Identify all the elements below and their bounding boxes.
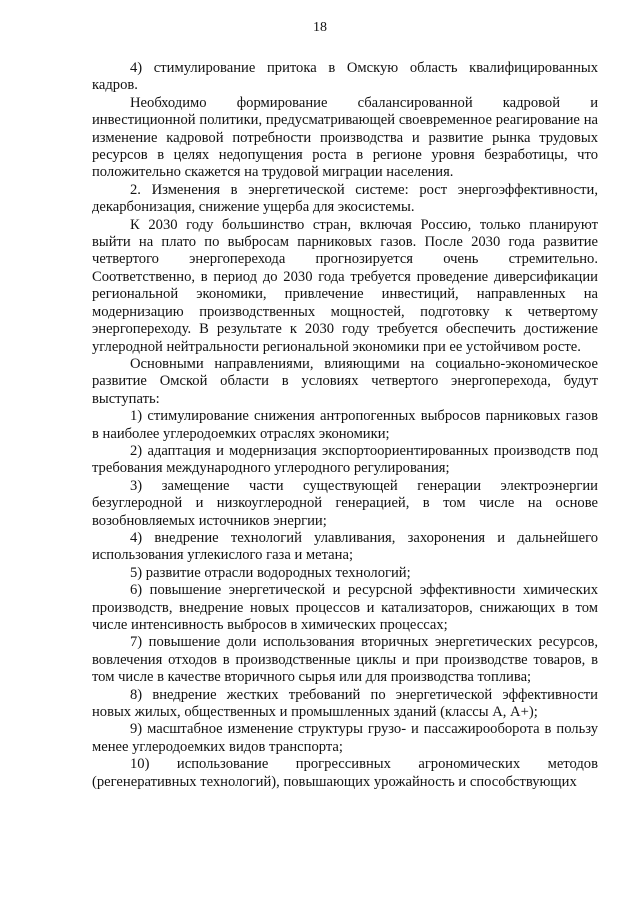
list-item: 6) повышение энергетической и ресурсной эффективности химических производств, внедрение новых процессов и катализаторов, снижающих в том числе интенсивность выбросов в химических процессах; bbox=[92, 582, 598, 633]
list-item: 10) использование прогрессивных агрономических методов (регенеративных технологий), повышающих урожайность и способствующих bbox=[92, 756, 598, 790]
list-item: 8) внедрение жестких требований по энергетической эффективности новых жилых, общественных и промышленных зданий (классы А, А+); bbox=[92, 686, 598, 721]
list-item: 4) внедрение технологий улавливания, захоронения и дальнейшего использования углекислого газа и метана; bbox=[92, 529, 598, 564]
paragraph: Необходимо формирование сбалансированной кадровой и инвестиционной политики, предусматривающей своевременное реагирование на изменение кадровой потребности производства и развитие рынка трудовых ресурсов в целях недопущения роста в регионе уровня безработицы, что положительно скажется на трудовой миграции населения. bbox=[92, 94, 598, 181]
paragraph: 4) стимулирование притока в Омскую область квалифицированных кадров. bbox=[92, 60, 598, 94]
list-item: 5) развитие отрасли водородных технологий; bbox=[130, 564, 411, 581]
list-item: 9) масштабное изменение структуры грузо- и пассажирооборота в пользу менее углеродоемких видов транспорта; bbox=[92, 721, 598, 755]
paragraph: 2. Изменения в энергетической системе: рост энергоэффективности, декарбонизация, снижение ущерба для экосистемы. bbox=[92, 181, 598, 216]
list-item: 2) адаптация и модернизация экспортоориентированных производств под требования международного углеродного регулирования; bbox=[92, 442, 598, 477]
list-item: 1) стимулирование снижения антропогенных выбросов парниковых газов в наиболее углеродоемких отраслях экономики; bbox=[92, 408, 598, 442]
paragraph: К 2030 году большинство стран, включая Россию, только планируют выйти на плато по выбросам парниковых газов. После 2030 года развитие четвертого энергоперехода прогнозируется очень стремительно. Соответственно, в период до 2030 года требуется проведение диверсификации региональной экономики, привлечение инвестиций, направленных на модернизацию производственных мощностей, подготовку к четвертому энергопереходу. В результате к 2030 году требуется обеспечить достижение углеродной нейтральности региональной экономики при ее устойчивом росте. bbox=[92, 216, 598, 355]
list-item: 7) повышение доли использования вторичных энергетических ресурсов, вовлечения отходов в производственные циклы и при производстве товаров, в том числе в качестве вторичного сырья или для производства топлива; bbox=[92, 634, 598, 686]
document-body bbox=[92, 60, 598, 791]
list-item: 3) замещение части существующей генерации электроэнергии безуглеродной и низкоуглеродной генерацией, в том числе на основе возобновляемых источников энергии; bbox=[92, 477, 598, 529]
paragraph: Основными направлениями, влияющими на социально-экономическое развитие Омской области в условиях четвертого энергоперехода, будут выступать: bbox=[92, 355, 598, 407]
page-number: 18 bbox=[313, 20, 327, 35]
